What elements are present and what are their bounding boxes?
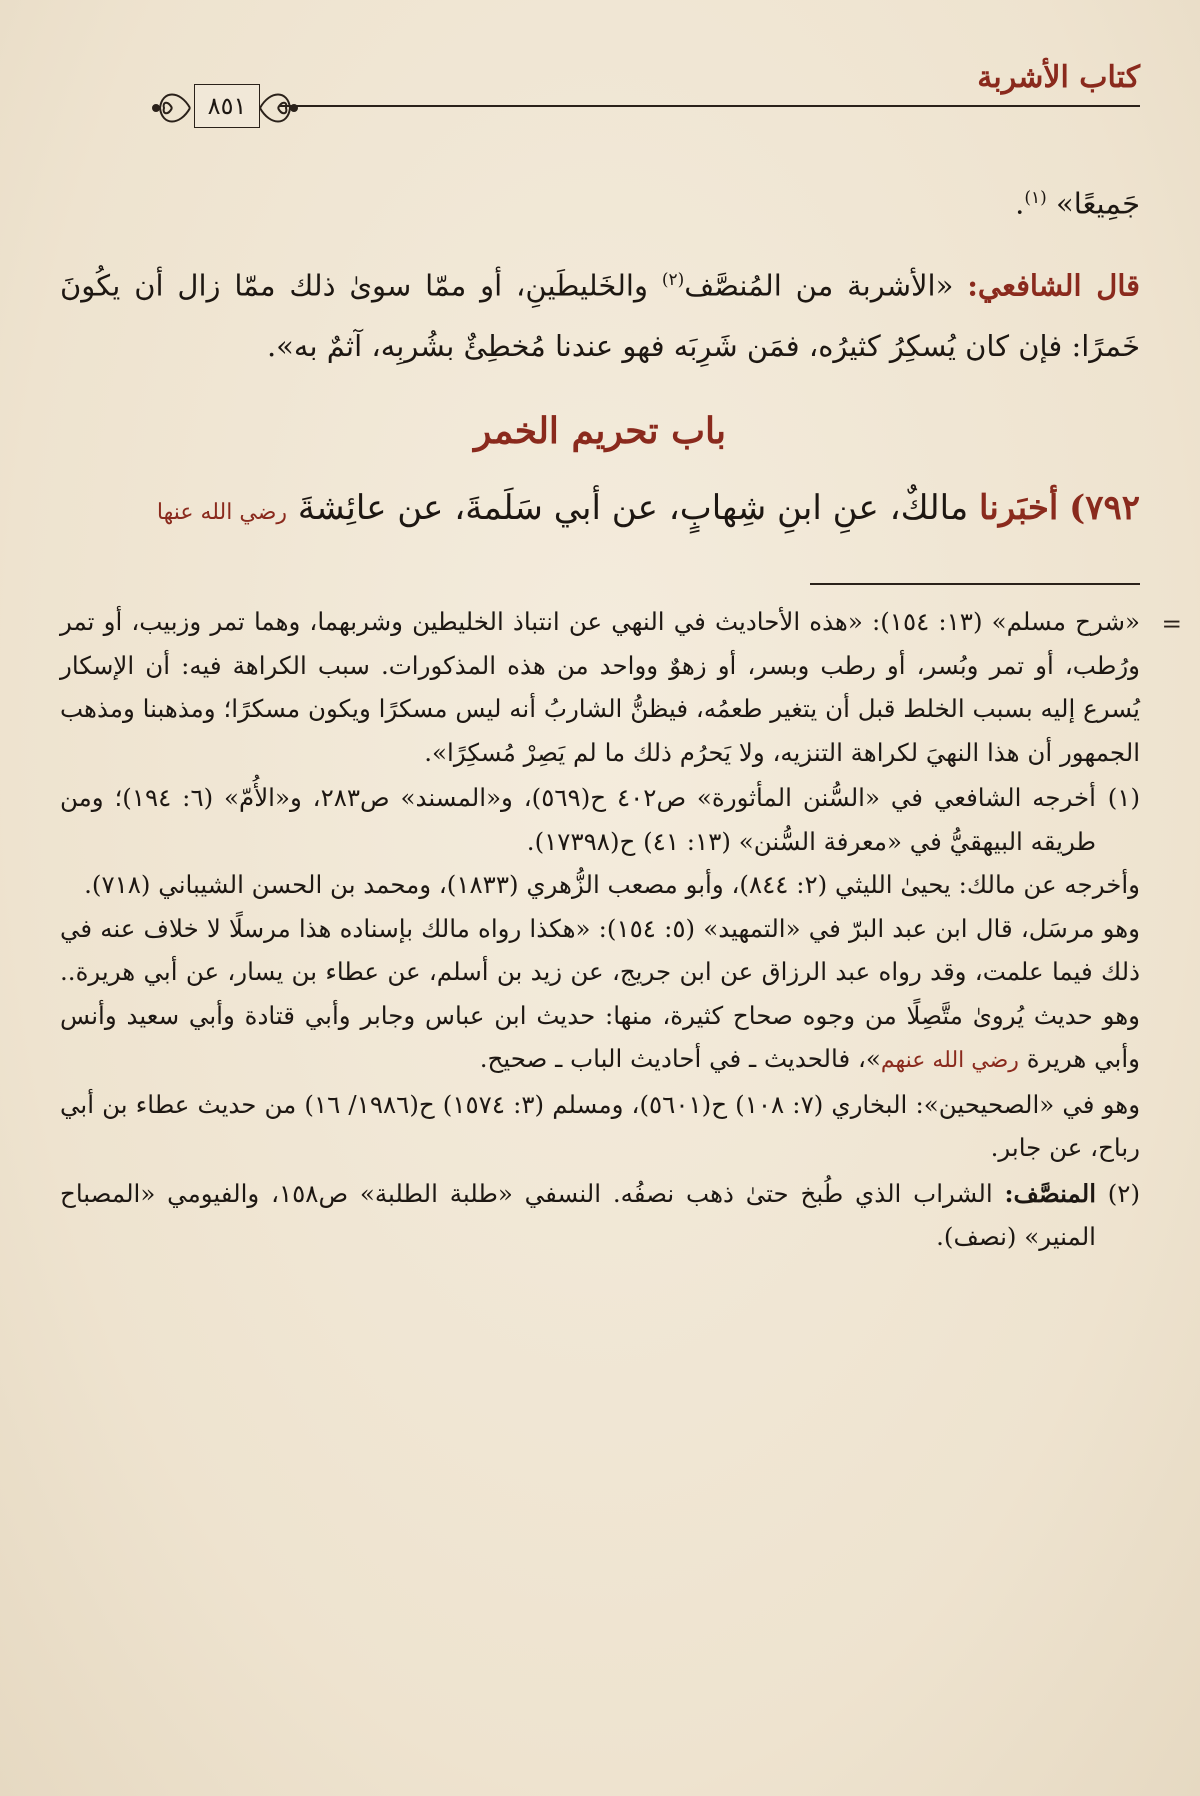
footnotes — [60, 600, 1182, 1259]
page-number — [194, 84, 260, 128]
footnote-1-para-2: وأخرجه عن مالك: يحيىٰ الليثي (٢: ٨٤٤)، وأبو مصعب الزُّهري (١٨٣٣)، ومحمد بن الحسن الشيباني (٧١٨). — [84, 870, 1140, 899]
hadith-line — [60, 478, 1140, 543]
footnote-ref-1: (١) — [1024, 188, 1047, 208]
footnote-1 — [60, 776, 1140, 863]
footnote-1-para-1: أخرجه الشافعي في «السُّنن المأثورة» ص٤٠٢ ح(٥٦٩)، و«المسند» ص٢٨٣، و«الأُمّ» (٦: ١٩٤)؛ ومن طريقه البيهقيُّ في «معرفة السُّنن» (١٣: ٤١) ح(١٧٣٩٨). — [60, 783, 1096, 856]
page-header — [150, 60, 1140, 130]
footnote-honorific: رضي الله عنهم — [880, 1048, 1019, 1073]
main-text-line-1: جَمِيعًا» $^{(١)}$. — [1015, 186, 1140, 221]
footnote-2-label: المنصَّف: — [1004, 1178, 1096, 1208]
footnote-ref-2: (٢) — [661, 270, 685, 290]
page-number-text: ٨٥١ — [207, 92, 247, 120]
shafii-paragraph — [60, 250, 1140, 376]
footnote-2-number: (٢) — [1107, 1178, 1140, 1208]
shafii-text-1: «الأشربة من المُنصَّف — [684, 268, 954, 303]
footnote-1-para-3b: »، فالحديث ـ في أحاديث الباب ـ صحيح. — [479, 1044, 881, 1073]
footnote-2 — [60, 1172, 1140, 1259]
main-text-fragment: جَمِيعًا» — [1055, 186, 1140, 221]
shafii-text-2: والخَليطَينِ، أو ممّا سوىٰ ذلك ممّا زال أن يكُونَ خَمرًا: فإن كان يُسكِرُ كثيرُه، فمَن شَرِبَه فهو عندنا مُخطِئٌ بشُربِه، آثمٌ به». — [60, 268, 1140, 363]
continuation-text: «شرح مسلم» (١٣: ١٥٤): «هذه الأحاديث في النهي عن انتباذ الخليطين وشربهما، وهما تمر وزبيب، أو تمر ورُطب، أو تمر وبُسر، أو رطب وبسر، أو زهوٌ وواحد من هذه المذكورات. سبب الكراهة فيه: أن الإسكار يُسرع إليه بسبب الخلط قبل أن يتغير طعمُه، فيظنُّ الشاربُ أنه ليس مسكرًا ويكون مسكرًا؛ ومذهبنا ومذهب الجمهور أن هذا النهيَ لكراهة التنزيه، ولا يَحرُم ذلك ما لم يَصِرْ مُسكِرًا». — [60, 607, 1140, 767]
hadith-number: ٧٩٢) — [1069, 488, 1140, 528]
footnote-continuation — [60, 600, 1182, 774]
footnote-1-number: (١) — [1107, 783, 1140, 812]
footnote-1-para-3 — [60, 907, 1140, 1083]
shafii-label: قال الشافعي: — [967, 268, 1141, 303]
chapter-title: باب تحريم الخمر — [474, 410, 726, 452]
footnote-divider — [810, 583, 1140, 585]
footnote-1-para-4: وهو في «الصحيحين»: البخاري (٧: ١٠٨) ح(٥٦٠١)، ومسلم (٣: ١٥٧٤) ح(١٩٨٦/ ١٦) من حديث عطاء بن أبي رباح، عن جابر. — [60, 1089, 1141, 1162]
footnote-2-text-wrap — [60, 1172, 1096, 1259]
header-rule — [280, 105, 1140, 107]
running-title: كتاب الأشربة — [977, 60, 1140, 95]
footnote-1-para-3a: وهو مرسَل، قال ابن عبد البرّ في «التمهيد» (٥: ١٥٤): «هكذا رواه مالك بإسناده هذا مرسلًا لا خلاف عنه في ذلك فيما علمت، وقد رواه عبد الرزاق عن ابن جريج، عن زيد بن أسلم، عن عطاء بن يسار، عن أبي هريرة.. وهو حديث يُروىٰ متَّصِلًا من وجوه صحاح كثيرة، منها: حديث ابن عباس وجابر وأبي قتادة وأبي سعيد وأنس وأبي هريرة — [60, 913, 1140, 1073]
continuation-marker: = — [1161, 609, 1182, 638]
footnote-1-block — [60, 863, 1140, 1170]
honorific: رضي الله عنها — [156, 500, 288, 525]
footnote-2-text: الشراب الذي طُبخ حتىٰ ذهب نصفُه. النسفي «طلبة الطلبة» ص١٥٨، والفيومي «المصباح المنير» (نصف). — [60, 1178, 1096, 1251]
hadith-label: أخبَرنا — [978, 488, 1059, 528]
hadith-text: مالكٌ، عنِ ابنِ شِهابٍ، عن أبي سَلَمةَ، عن عائِشةَ — [297, 488, 969, 528]
